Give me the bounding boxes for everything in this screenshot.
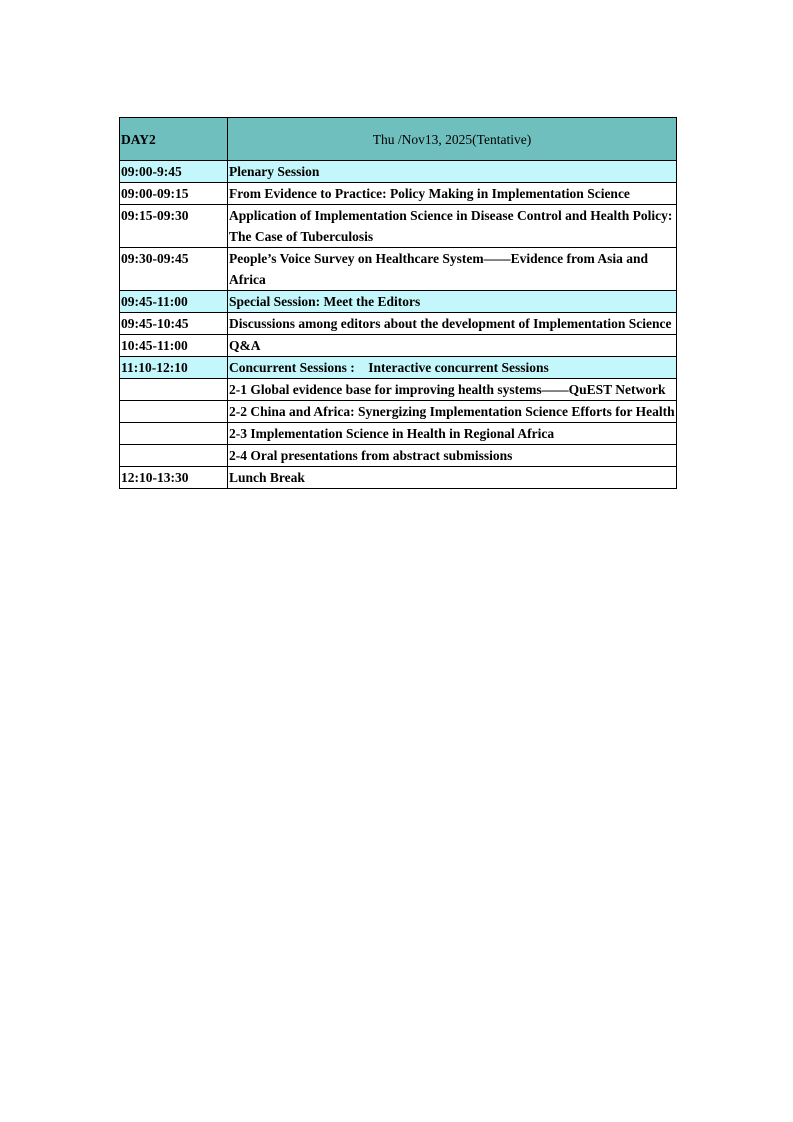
table-row [120, 423, 677, 445]
session-title-cell: Concurrent Sessions : Interactive concurrent Sessions [228, 357, 677, 379]
time-cell: 10:45-11:00 [120, 335, 228, 357]
time-cell [120, 401, 228, 423]
time-cell: 09:30-09:45 [120, 248, 228, 291]
table-row [120, 379, 677, 401]
time-cell: 09:45-10:45 [120, 313, 228, 335]
description-cell: Discussions among editors about the development of Implementation Science [228, 313, 677, 335]
table-row [120, 205, 677, 248]
schedule-table [119, 117, 677, 489]
description-cell: Q&A [228, 335, 677, 357]
date-title: Thu /Nov13, 2025(Tentative) [228, 118, 677, 161]
table-row [120, 248, 677, 291]
session-row [120, 291, 677, 313]
time-cell: 12:10-13:30 [120, 467, 228, 489]
table-row [120, 467, 677, 489]
time-cell [120, 423, 228, 445]
description-cell: 2-3 Implementation Science in Health in Regional Africa [228, 423, 677, 445]
description-cell: Lunch Break [228, 467, 677, 489]
time-cell: 09:45-11:00 [120, 291, 228, 313]
table-row [120, 313, 677, 335]
schedule-header-row [120, 118, 677, 161]
table-row [120, 335, 677, 357]
time-cell: 09:00-09:15 [120, 183, 228, 205]
description-cell: People’s Voice Survey on Healthcare System——Evidence from Asia and Africa [228, 248, 677, 291]
time-cell [120, 379, 228, 401]
description-cell: From Evidence to Practice: Policy Making in Implementation Science [228, 183, 677, 205]
time-cell [120, 445, 228, 467]
description-cell: 2-2 China and Africa: Synergizing Implementation Science Efforts for Health [228, 401, 677, 423]
description-cell: Application of Implementation Science in Disease Control and Health Policy: The Case of Tuberculosis [228, 205, 677, 248]
table-row [120, 445, 677, 467]
session-title-cell: Special Session: Meet the Editors [228, 291, 677, 313]
time-cell: 11:10-12:10 [120, 357, 228, 379]
day-label: DAY2 [120, 118, 228, 161]
table-row [120, 183, 677, 205]
session-title-cell: Plenary Session [228, 161, 677, 183]
time-cell: 09:00-9:45 [120, 161, 228, 183]
table-row [120, 401, 677, 423]
time-cell: 09:15-09:30 [120, 205, 228, 248]
description-cell: 2-4 Oral presentations from abstract submissions [228, 445, 677, 467]
description-cell: 2-1 Global evidence base for improving health systems——QuEST Network [228, 379, 677, 401]
session-row [120, 357, 677, 379]
session-row [120, 161, 677, 183]
